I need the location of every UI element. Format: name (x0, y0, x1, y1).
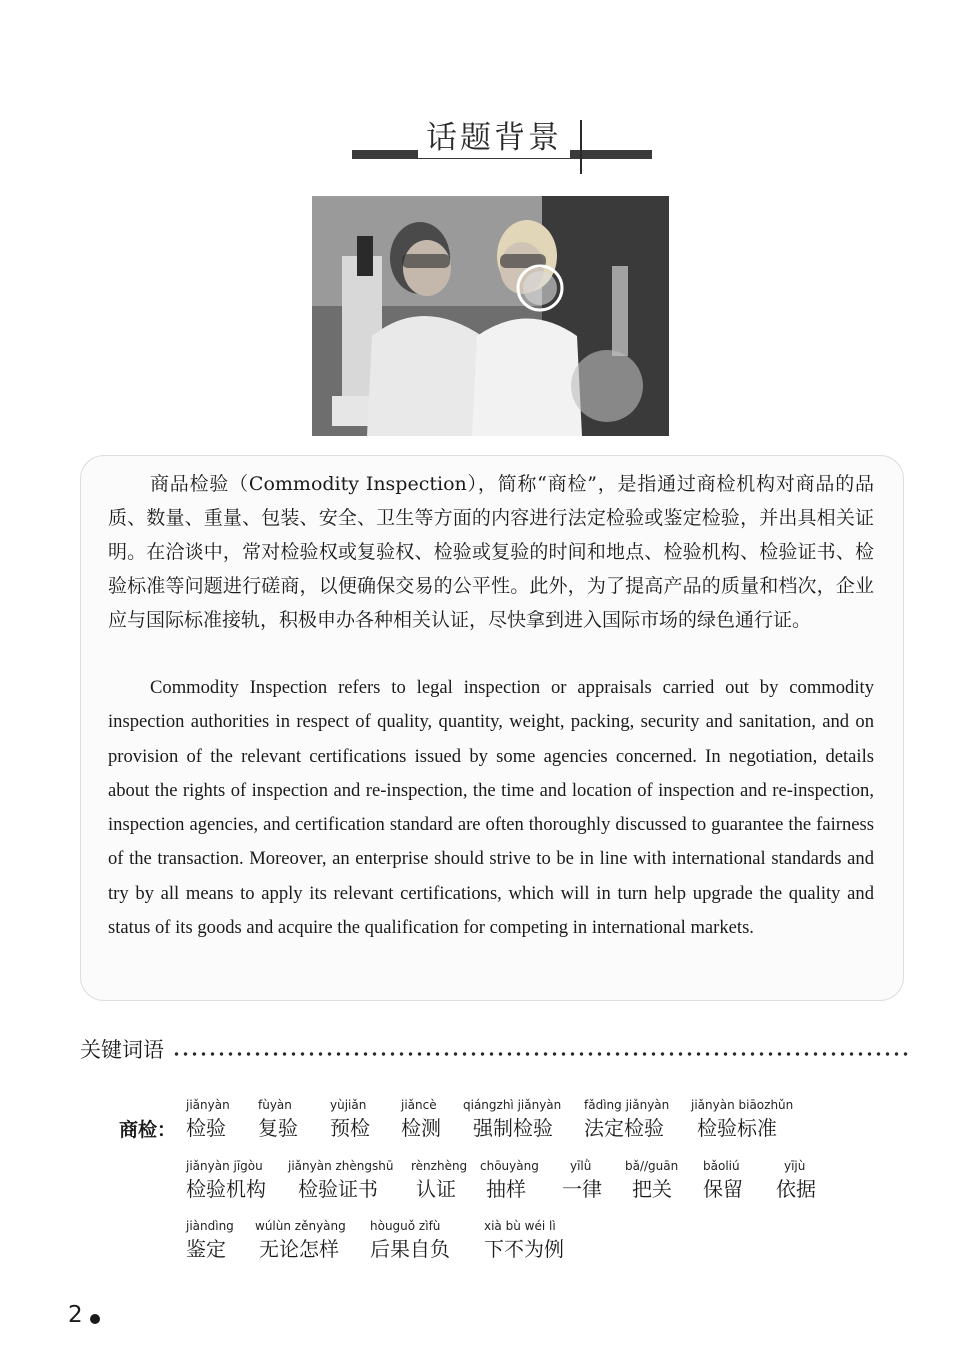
keyword-pinyin: wúlùn zěnyàng (255, 1219, 346, 1233)
keyword-term (484, 1217, 564, 1263)
keyword-term (258, 1096, 298, 1142)
page-number: 2 (68, 1302, 83, 1328)
keyword-term (330, 1096, 370, 1142)
keyword-pinyin: rènzhèng (411, 1159, 468, 1173)
keyword-term (255, 1217, 346, 1263)
keywords-heading-label: 关键词语 (80, 1038, 164, 1062)
keyword-hanzi: 检测 (401, 1116, 441, 1140)
lab-photo-illustration (312, 196, 669, 436)
keyword-hanzi: 检验标准 (697, 1116, 777, 1140)
keyword-hanzi: 检验证书 (298, 1177, 378, 1201)
keyword-term (691, 1096, 793, 1142)
keyword-pinyin: yīlǜ (570, 1159, 592, 1173)
keyword-term (584, 1096, 669, 1142)
keywords-category: 商检： (119, 1119, 177, 1141)
keyword-pinyin: fǎdìng jiǎnyàn (584, 1098, 670, 1112)
keyword-hanzi: 一律 (562, 1177, 602, 1201)
keyword-pinyin: bǎ//guān (625, 1159, 679, 1173)
keyword-hanzi: 无论怎样 (259, 1237, 339, 1261)
keyword-term (411, 1157, 467, 1203)
keywords-heading (80, 1032, 910, 1066)
keyword-pinyin: bǎoliú (703, 1159, 740, 1173)
keyword-hanzi: 法定检验 (584, 1116, 664, 1140)
title-tick (580, 120, 582, 174)
keyword-hanzi: 鉴定 (186, 1237, 226, 1261)
keyword-hanzi: 后果自负 (370, 1237, 450, 1261)
keyword-hanzi: 保留 (703, 1177, 743, 1201)
keyword-hanzi: 强制检验 (473, 1116, 553, 1140)
keyword-hanzi: 依据 (776, 1177, 816, 1201)
keyword-hanzi: 抽样 (486, 1177, 526, 1201)
keyword-pinyin: jiǎnyàn jīgòu (186, 1159, 263, 1173)
keyword-term (562, 1157, 602, 1203)
keyword-pinyin: jiǎnyàn biāozhǔn (691, 1098, 794, 1112)
keyword-hanzi: 预检 (330, 1116, 370, 1140)
keyword-pinyin: hòuguǒ zìfù (370, 1219, 441, 1233)
page-bullet (90, 1314, 100, 1324)
keyword-term (480, 1157, 539, 1203)
keyword-pinyin: yùjiǎn (330, 1098, 367, 1112)
lab-photo (312, 196, 669, 436)
dotted-leader (172, 1052, 910, 1056)
section-title (352, 118, 652, 178)
keyword-pinyin: qiángzhì jiǎnyàn (463, 1098, 562, 1112)
keyword-hanzi: 检验机构 (186, 1177, 266, 1201)
keyword-pinyin: xià bù wéi lì (484, 1219, 556, 1233)
keyword-term (463, 1096, 561, 1142)
section-title-text: 话题背景 (418, 118, 570, 158)
keyword-term (186, 1217, 234, 1263)
keyword-term (625, 1157, 678, 1203)
keyword-pinyin: chōuyàng (480, 1159, 539, 1173)
keyword-term (370, 1217, 450, 1263)
keyword-pinyin: fùyàn (258, 1098, 292, 1112)
keyword-pinyin: jiǎnyàn zhèngshū (288, 1159, 394, 1173)
paragraph-english: Commodity Inspection refers to legal inspection or appraisals carried out by commodity inspection authorities in respect of quality, quantity, weight, packing, security and sanitation, and on provision of the relevant certifications issued by some agencies concerned. In negotiation, details about the rights of inspection and re-inspection, the time and location of inspection and re-inspection, inspection agencies, and certification standard are often thoroughly discussed to guarantee the fairness of the transaction. Moreover, an enterprise should strive to be in line with international standards and try by all means to apply its relevant certifications, which will in turn help upgrade the quality and status of its goods and acquire the qualification for competing in international markets. (108, 677, 874, 939)
paragraph-chinese: 商品检验（Commodity Inspection），简称“商检”，是指通过商检机构对商品的品质、数量、重量、包装、安全、卫生等方面的内容进行法定检验或鉴定检验，并出具相关证明。在洽谈中，常对检验权或复验权、检验或复验的时间和地点、检验机构、检验证书、检验标准等问题进行磋商，以便确保交易的公平性。此外，为了提高产品的质量和档次，企业应与国际标准接轨，积极申办各种相关认证，尽快拿到进入国际市场的绿色通行证。 (108, 473, 874, 631)
keyword-hanzi: 下不为例 (484, 1237, 564, 1261)
keyword-pinyin: jiàndìng (186, 1219, 234, 1233)
keyword-term (288, 1157, 393, 1203)
keyword-pinyin: jiǎnyàn (186, 1098, 230, 1112)
keyword-term (401, 1096, 441, 1142)
keyword-hanzi: 检验 (186, 1116, 226, 1140)
keyword-term (186, 1157, 266, 1203)
keyword-hanzi: 复验 (258, 1116, 298, 1140)
keyword-pinyin: jiǎncè (401, 1098, 437, 1112)
keyword-pinyin: yījù (784, 1159, 806, 1173)
keyword-term (186, 1096, 230, 1142)
keyword-term (776, 1157, 816, 1203)
keyword-term (703, 1157, 743, 1203)
keyword-hanzi: 把关 (632, 1177, 672, 1201)
keyword-hanzi: 认证 (416, 1177, 456, 1201)
